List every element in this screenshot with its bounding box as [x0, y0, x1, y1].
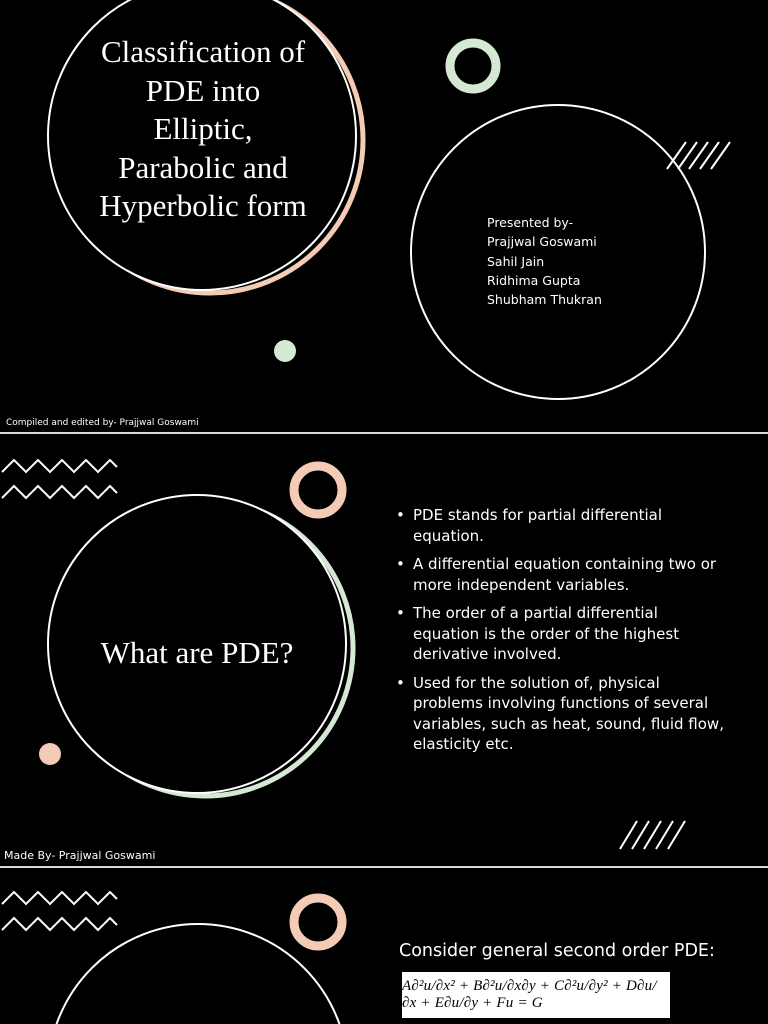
presented-by-label: Presented by- — [487, 215, 574, 230]
pde-bullet-list — [396, 505, 726, 763]
zigzag-lines — [2, 460, 117, 498]
slide-title — [0, 0, 768, 432]
bullet-item: • Used for the solution of, physical problems involving functions of several variables, such as heat, sound, fluid flow, elasticity etc. — [396, 673, 726, 755]
peach-ring — [294, 898, 342, 946]
slide1-footer: Compiled and edited by- Prajjwal Goswami — [6, 418, 199, 428]
title-line: Hyperbolic form — [99, 188, 307, 223]
presenter-name: Prajjwal Goswami — [487, 234, 597, 250]
mint-ring — [450, 43, 496, 89]
slide2-footer: Made By- Prajjwal Goswami — [4, 849, 156, 862]
presenter-name: Sahil Jain — [487, 253, 545, 269]
zigzag-lines — [2, 892, 117, 930]
mint-dot — [274, 340, 296, 362]
bullet-item: • The order of a partial differential equation is the order of the highest derivative involved. — [396, 603, 726, 665]
peach-ring — [294, 466, 342, 514]
presenter-name: Shubham Thukran — [487, 292, 602, 308]
presenters-list — [487, 213, 602, 309]
presentation-title — [62, 33, 344, 226]
presenter-name: Ridhima Gupta — [487, 272, 581, 288]
title-line: Parabolic and — [118, 149, 288, 185]
bullet-item: • A differential equation containing two or more independent variables. — [396, 554, 726, 595]
title-line: Elliptic, — [153, 111, 253, 146]
title-line: Classification of — [100, 34, 306, 69]
bullet-item: • PDE stands for partial differential equation. — [396, 505, 726, 546]
slide2-title: What are PDE? — [100, 635, 294, 670]
peach-dot — [39, 743, 61, 765]
general-pde-equation: A∂²u/∂x² + B∂²u/∂x∂y + C∂²u/∂y² + D∂u/∂x + E∂u/∂y + Fu = G — [402, 972, 670, 1018]
title-line: PDE into — [145, 72, 261, 108]
slash-lines — [620, 821, 685, 849]
general-pde-heading: Consider general second order PDE: — [399, 941, 715, 961]
